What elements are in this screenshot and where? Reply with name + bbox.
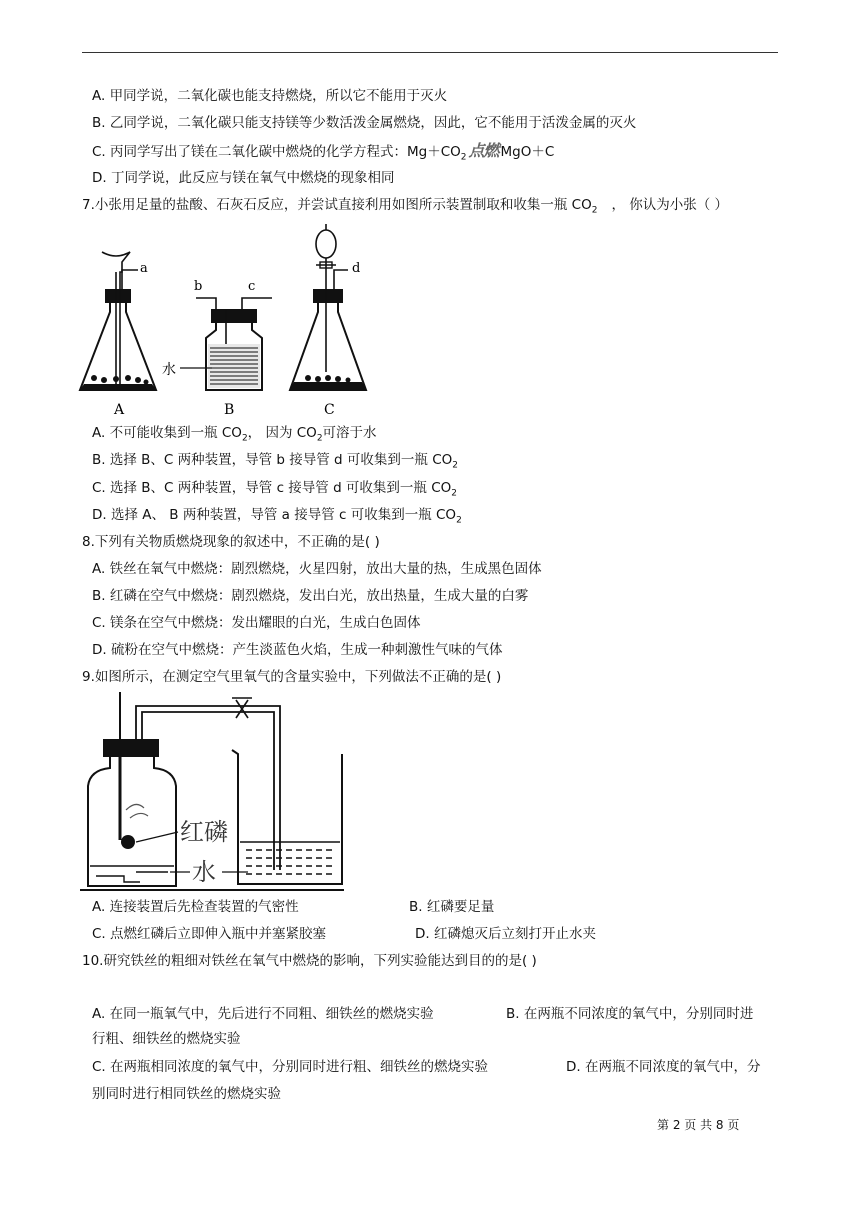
q7-stem bbox=[82, 196, 728, 220]
flask-c bbox=[290, 224, 366, 390]
water-in-beaker bbox=[240, 842, 340, 874]
flask-c-solid bbox=[290, 375, 366, 390]
q10-option-c: C. 在两瓶相同浓度的氧气中，分别同时进行粗、细铁丝的燃烧实验 bbox=[92, 1059, 489, 1075]
q7-stem-text: 7.小张用足量的盐酸、石灰石反应，并尝试直接利用如图所示装置制取和收集一瓶 CO bbox=[82, 197, 592, 213]
q9-option-a: A. 连接装置后先检查装置的气密性 bbox=[92, 899, 299, 915]
smoke bbox=[126, 804, 148, 818]
flask-a-solid bbox=[80, 375, 156, 390]
q7-option-c bbox=[92, 479, 457, 503]
subscript: 2 bbox=[241, 433, 248, 444]
q9-option-d: D. 红磷熄灭后立刻打开止水夹 bbox=[415, 926, 596, 942]
caption-b: B bbox=[224, 402, 235, 418]
q10-stem: 10.研究铁丝的粗细对铁丝在氧气中燃烧的影响，下列实验能达到目的的是( ) bbox=[82, 953, 537, 969]
q7-option-a-mid: ， 因为 CO bbox=[247, 425, 317, 441]
label-d: d bbox=[352, 261, 361, 276]
phosphorus-pointer bbox=[136, 832, 178, 842]
q6-option-c-text: C. 丙同学写出了镁在二氧化碳中燃烧的化学方程式：Mg＋CO bbox=[92, 144, 461, 160]
subscript: 2 bbox=[456, 515, 462, 526]
q8-option-a: A. 铁丝在氧气中燃烧：剧烈燃烧，火星四射，放出大量的热，生成黑色固体 bbox=[92, 561, 542, 577]
q10-option-d-line2: 别同时进行相同铁丝的燃烧实验 bbox=[92, 1086, 281, 1102]
page-footer: 第 2 页 共 8 页 bbox=[657, 1118, 740, 1132]
label-a: a bbox=[140, 261, 148, 276]
gas-bottle bbox=[88, 706, 280, 886]
water-in-bottle bbox=[90, 866, 174, 882]
water-label-b: 水 bbox=[162, 362, 176, 378]
q7-stem-suffix: ， 你认为小张（ ） bbox=[611, 197, 729, 213]
label-b: b bbox=[194, 279, 203, 294]
q10-option-b-line2: 行粗、细铁丝的燃烧实验 bbox=[92, 1031, 241, 1047]
q7-apparatus-figure bbox=[76, 222, 376, 418]
caption-c: C bbox=[324, 402, 335, 418]
q7-option-a-suffix: 可溶于水 bbox=[322, 425, 377, 441]
q10-option-b-line1: B. 在两瓶不同浓度的氧气中，分别同时进 bbox=[506, 1006, 754, 1022]
subscript: 2 bbox=[591, 205, 598, 216]
water-label: 水 bbox=[192, 858, 216, 886]
q6-option-c bbox=[92, 142, 554, 167]
q8-option-b: B. 红磷在空气中燃烧：剧烈燃烧，发出白光，放出热量，生成大量的白雾 bbox=[92, 588, 529, 604]
q9-option-b: B. 红磷要足量 bbox=[409, 899, 495, 915]
reaction-condition: 点燃 bbox=[468, 141, 499, 160]
q7-option-d bbox=[92, 506, 462, 530]
q10-option-d-line1: D. 在两瓶不同浓度的氧气中，分 bbox=[566, 1059, 761, 1075]
q8-option-c: C. 镁条在空气中燃烧：发出耀眼的白光，生成白色固体 bbox=[92, 615, 421, 631]
q6-option-d: D. 丁同学说，此反应与镁在氧气中燃烧的现象相同 bbox=[92, 170, 395, 186]
q6-option-a: A. 甲同学说，二氧化碳也能支持燃烧，所以它不能用于灭火 bbox=[92, 88, 448, 104]
header-rule bbox=[82, 52, 778, 53]
subscript: 2 bbox=[460, 152, 467, 163]
subscript: 2 bbox=[316, 433, 323, 444]
q7-option-a bbox=[92, 424, 377, 448]
q7-option-b-text: B. 选择 B、C 两种装置，导管 b 接导管 d 可收集到一瓶 CO bbox=[92, 452, 453, 468]
water-b bbox=[208, 344, 260, 388]
q6-option-b: B. 乙同学说，二氧化碳只能支持镁等少数活泼金属燃烧，因此，它不能用于活泼金属的灭火 bbox=[92, 115, 637, 131]
subscript: 2 bbox=[451, 488, 458, 499]
q7-apparatus-svg bbox=[76, 222, 376, 418]
q9-apparatus-svg bbox=[80, 690, 346, 894]
subscript: 2 bbox=[452, 460, 458, 471]
caption-a: A bbox=[114, 402, 125, 418]
q7-option-a-text: A. 不可能收集到一瓶 CO bbox=[92, 425, 242, 441]
beaker bbox=[232, 750, 342, 884]
q10-option-a: A. 在同一瓶氧气中，先后进行不同粗、细铁丝的燃烧实验 bbox=[92, 1006, 434, 1022]
q9-option-c: C. 点燃红磷后立即伸入瓶中并塞紧胶塞 bbox=[92, 926, 327, 942]
q8-option-d: D. 硫粉在空气中燃烧：产生淡蓝色火焰，生成一种刺激性气味的气体 bbox=[92, 642, 503, 658]
water-clamp bbox=[232, 698, 252, 718]
phosphorus-label: 红磷 bbox=[180, 818, 228, 846]
q9-stem: 9.如图所示，在测定空气里氧气的含量实验中，下列做法不正确的是( ) bbox=[82, 669, 502, 685]
q7-option-d-text: D. 选择 A、 B 两种装置，导管 a 接导管 c 可收集到一瓶 CO bbox=[92, 507, 457, 523]
q8-stem: 8.下列有关物质燃烧现象的叙述中，不正确的是( ) bbox=[82, 534, 380, 550]
label-c: c bbox=[248, 279, 256, 294]
q6-option-c-products: MgO＋C bbox=[500, 144, 555, 160]
q7-option-c-text: C. 选择 B、C 两种装置，导管 c 接导管 d 可收集到一瓶 CO bbox=[92, 480, 452, 496]
q9-apparatus-figure bbox=[80, 690, 346, 894]
phosphorus-spoon bbox=[121, 835, 135, 849]
q7-option-b bbox=[92, 451, 458, 475]
